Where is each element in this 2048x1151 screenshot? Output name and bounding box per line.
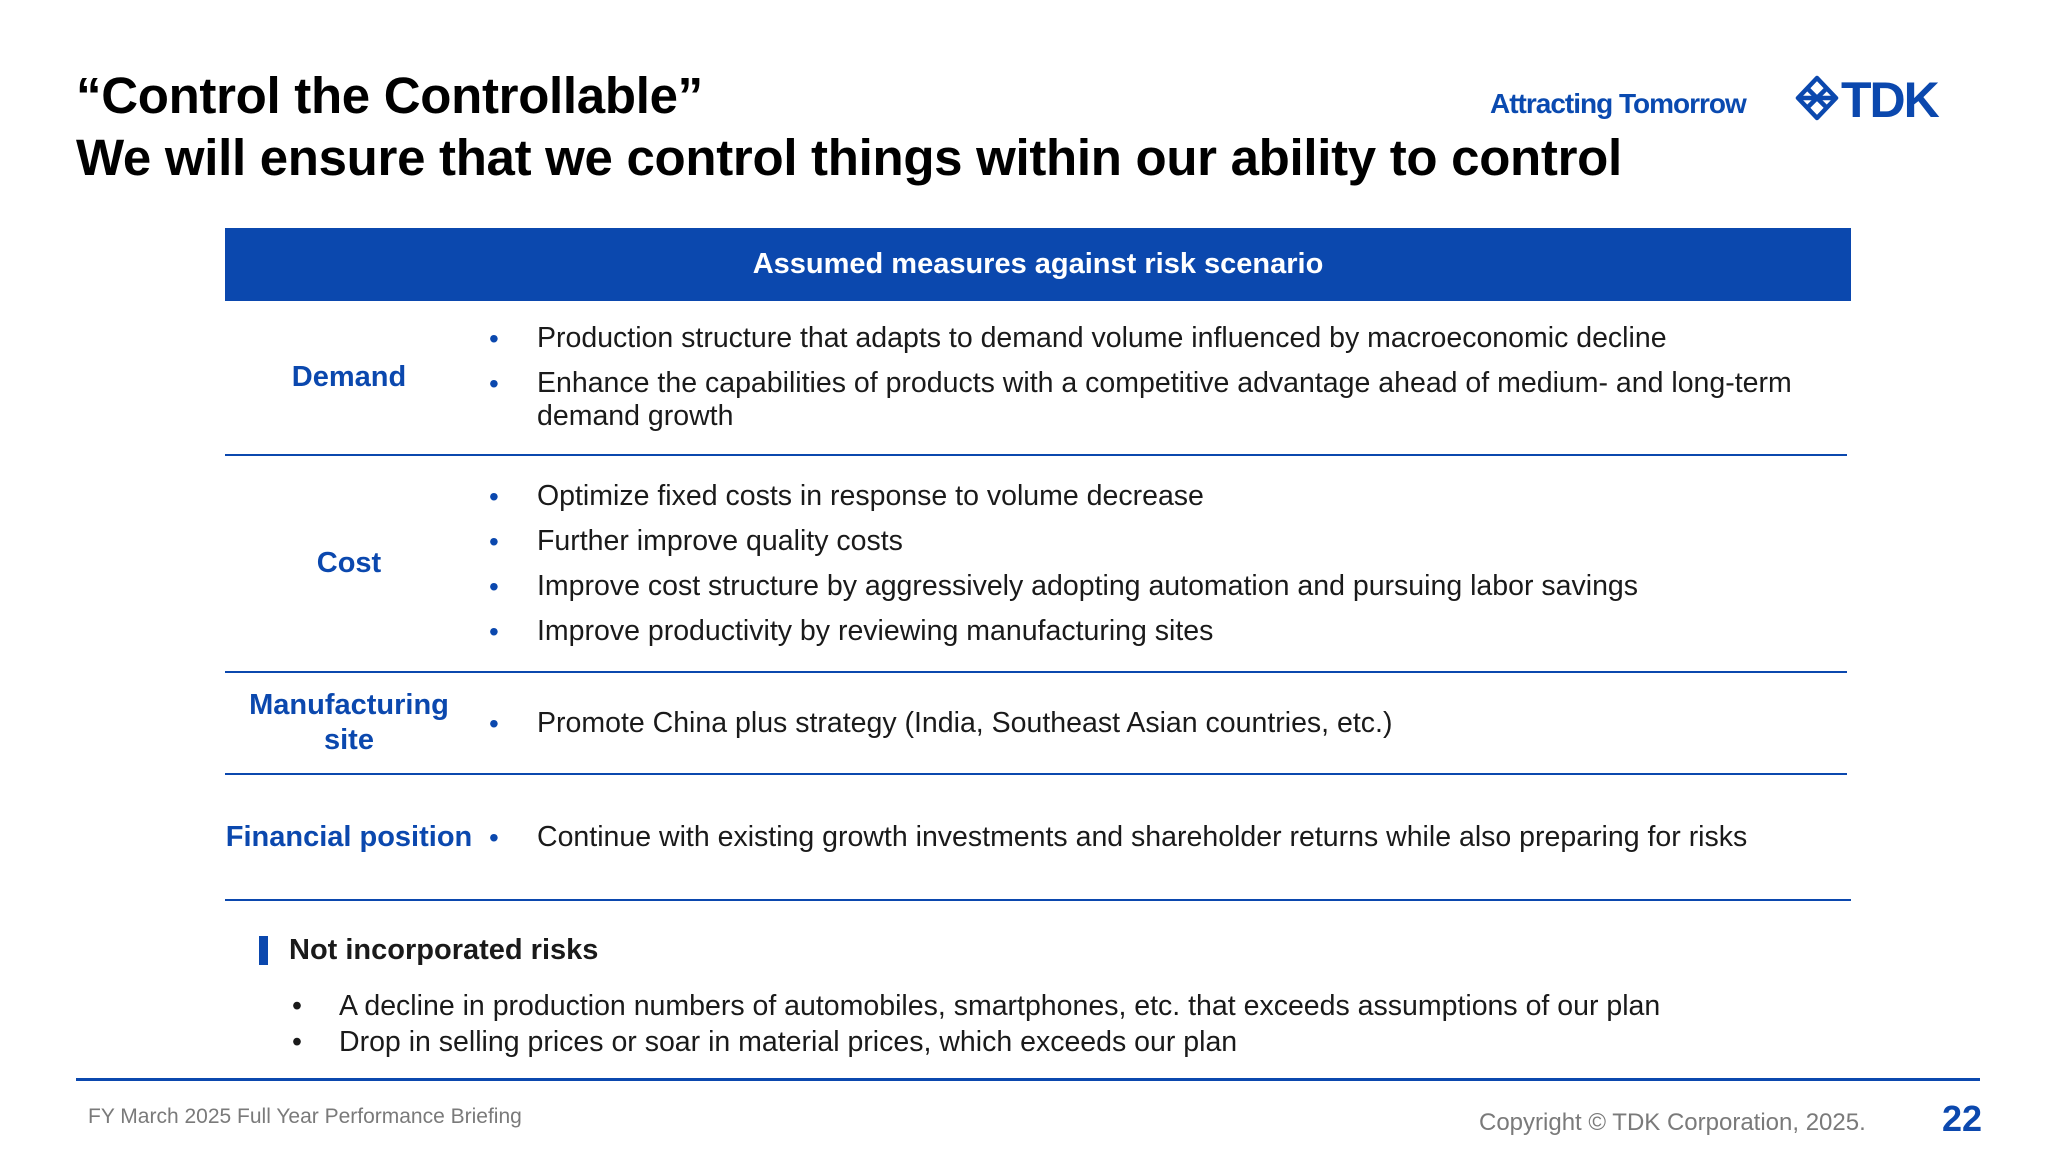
bullet-icon: • [292,990,302,1022]
row-label-financial-position: Financial position [225,820,473,853]
table-row-demand [225,301,1847,456]
list-item: • Improve productivity by reviewing manufacturing sites [489,614,1214,647]
brand-tagline: Attracting Tomorrow [1490,88,1746,119]
not-incorporated-title: Not incorporated risks [289,934,599,966]
list-item: • Optimize fixed costs in response to volume decrease [489,479,1204,512]
bullet-icon: • [292,1026,302,1058]
page-number: 22 [1942,1098,1983,1139]
bullet-icon: • [489,323,499,354]
list-item: • A decline in production numbers of automobiles, smartphones, etc. that exceeds assumptions of our plan [292,990,1661,1022]
footer-copyright: Copyright © TDK Corporation, 2025. [1479,1109,1866,1136]
footer-divider [76,1078,1980,1081]
footer-briefing-title: FY March 2025 Full Year Performance Briefing [88,1105,522,1128]
bullet-icon: • [489,570,499,602]
bullet-icon: • [489,480,499,512]
row-items-cost [487,456,1827,671]
row-label-demand: Demand [291,361,407,393]
bullet-icon: • [489,615,499,647]
table-row-manufacturing-site [225,673,1847,775]
table-header: Assumed measures against risk scenario [225,228,1851,301]
row-label-cost: Cost [316,547,382,579]
table-row-cost [225,456,1847,673]
table-row-financial-position [225,775,1851,901]
not-incorporated-list [290,988,1850,1060]
list-item: • Improve cost structure by aggressively adopting automation and pursuing labor savings [489,569,1639,602]
slide-subtitle: We will ensure that we control things within our ability to control [76,129,1622,186]
bullet-icon: • [489,707,499,739]
tdk-logo [1795,75,1985,121]
list-item: • Further improve quality costs [489,524,903,557]
row-items-financial-position [487,775,1831,899]
bullet-icon: • [489,525,499,557]
section-marker [259,936,268,965]
row-label-manufacturing-site: Manufacturing site [249,689,449,756]
list-item: • Promote China plus strategy (India, Southeast Asian countries, etc.) [489,706,1393,739]
list-item: • Continue with existing growth investments and shareholder returns while also preparing for risks [489,820,1748,853]
list-item: • Production structure that adapts to demand volume influenced by macroeconomic decline [489,322,1667,354]
list-item: • Enhance the capabilities of products with a competitive advantage ahead of medium- and long-term demand growth [489,367,1792,432]
list-item: • Drop in selling prices or soar in material prices, which exceeds our plan [292,1026,1238,1058]
bullet-icon: • [489,821,499,853]
row-items-manufacturing-site [487,673,1827,773]
svg-text:TDK: TDK [1841,75,1938,121]
bullet-icon: • [489,368,499,399]
row-items-demand [487,301,1827,454]
slide-title: “Control the Controllable” [76,67,703,124]
